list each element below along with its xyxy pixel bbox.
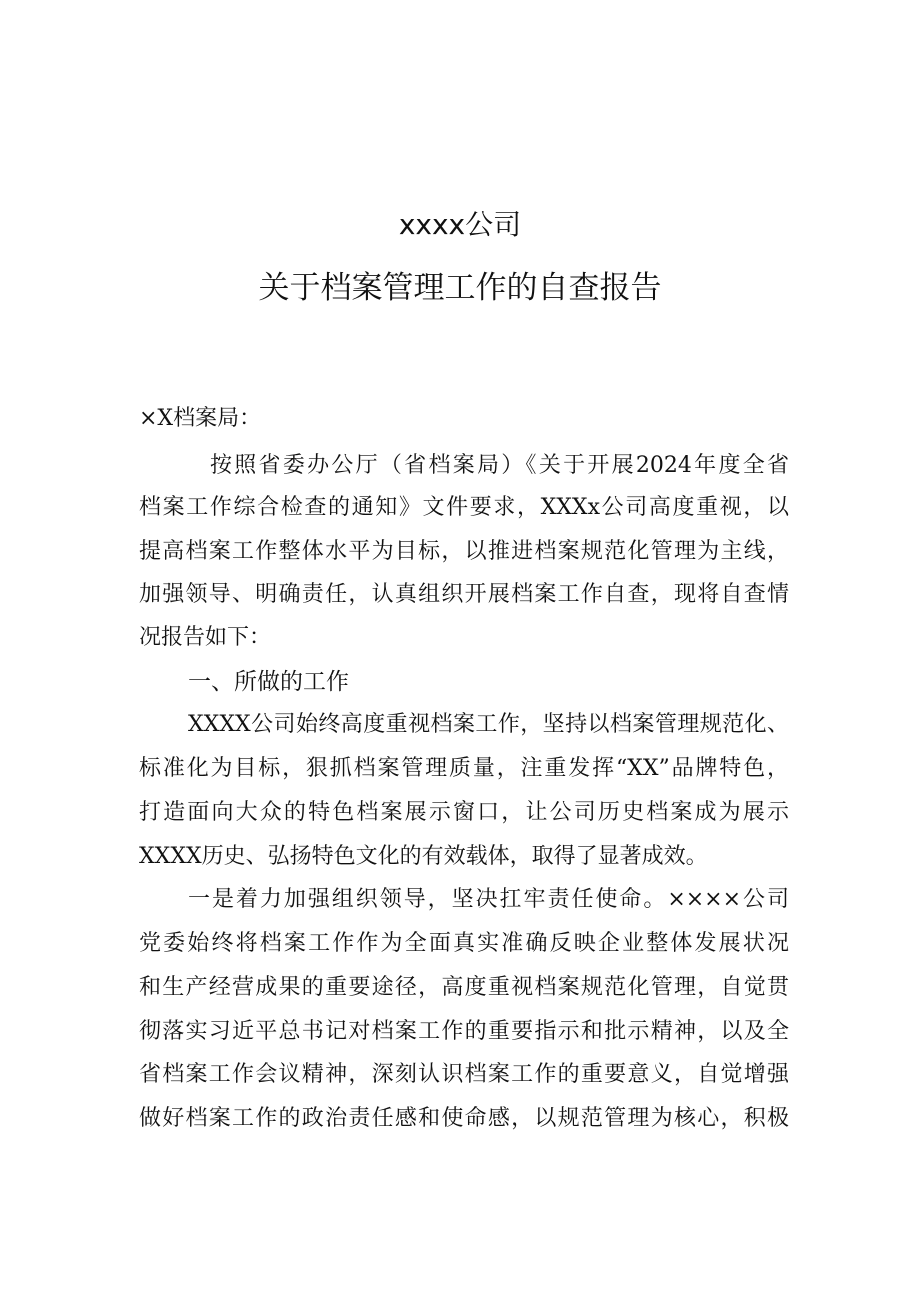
section1-line: 标准化为目标，狠抓档案管理质量，注重发挥“XX”品牌特色，	[139, 756, 789, 781]
document-title-company: xxxx公司	[398, 208, 522, 241]
point1-line: 彻落实习近平总书记对档案工作的重要指示和批示精神，以及全	[139, 1019, 789, 1044]
point1-line: 省档案工作会议精神，深刻认识档案工作的重要意义，自觉增强	[139, 1062, 789, 1087]
document-title-subject: 关于档案管理工作的自查报告	[258, 270, 662, 306]
section1-line: 打造面向大众的特色档案展示窗口，让公司历史档案成为展示	[139, 800, 789, 825]
intro-line: 况报告如下：	[139, 625, 272, 650]
intro-line: 按照省委办公厅（省档案局）《关于开展2024年度全省	[210, 453, 789, 478]
salutation: ×X档案局：	[139, 406, 262, 431]
section-heading: 一、所做的工作	[188, 669, 349, 695]
section1-line: XXXX历史、弘扬特色文化的有效载体，取得了显著成效。	[139, 844, 708, 869]
section1-line: XXXX公司始终高度重视档案工作，坚持以档案管理规范化、	[188, 712, 789, 737]
point1-line: 做好档案工作的政治责任感和使命感，以规范管理为核心，积极	[139, 1106, 789, 1131]
intro-line: 提高档案工作整体水平为目标，以推进档案规范化管理为主线，	[139, 539, 789, 564]
intro-line: 加强领导、明确责任，认真组织开展档案工作自查，现将自查情	[139, 582, 789, 607]
point1-line: 一是着力加强组织领导，坚决扛牢责任使命。××××公司	[188, 887, 789, 912]
point1-line: 和生产经营成果的重要途径，高度重视档案规范化管理，自觉贯	[139, 975, 789, 1000]
intro-line: 档案工作综合检查的通知》文件要求，XXXx公司高度重视，以	[139, 495, 789, 520]
point1-line: 党委始终将档案工作作为全面真实准确反映企业整体发展状况	[139, 931, 789, 956]
